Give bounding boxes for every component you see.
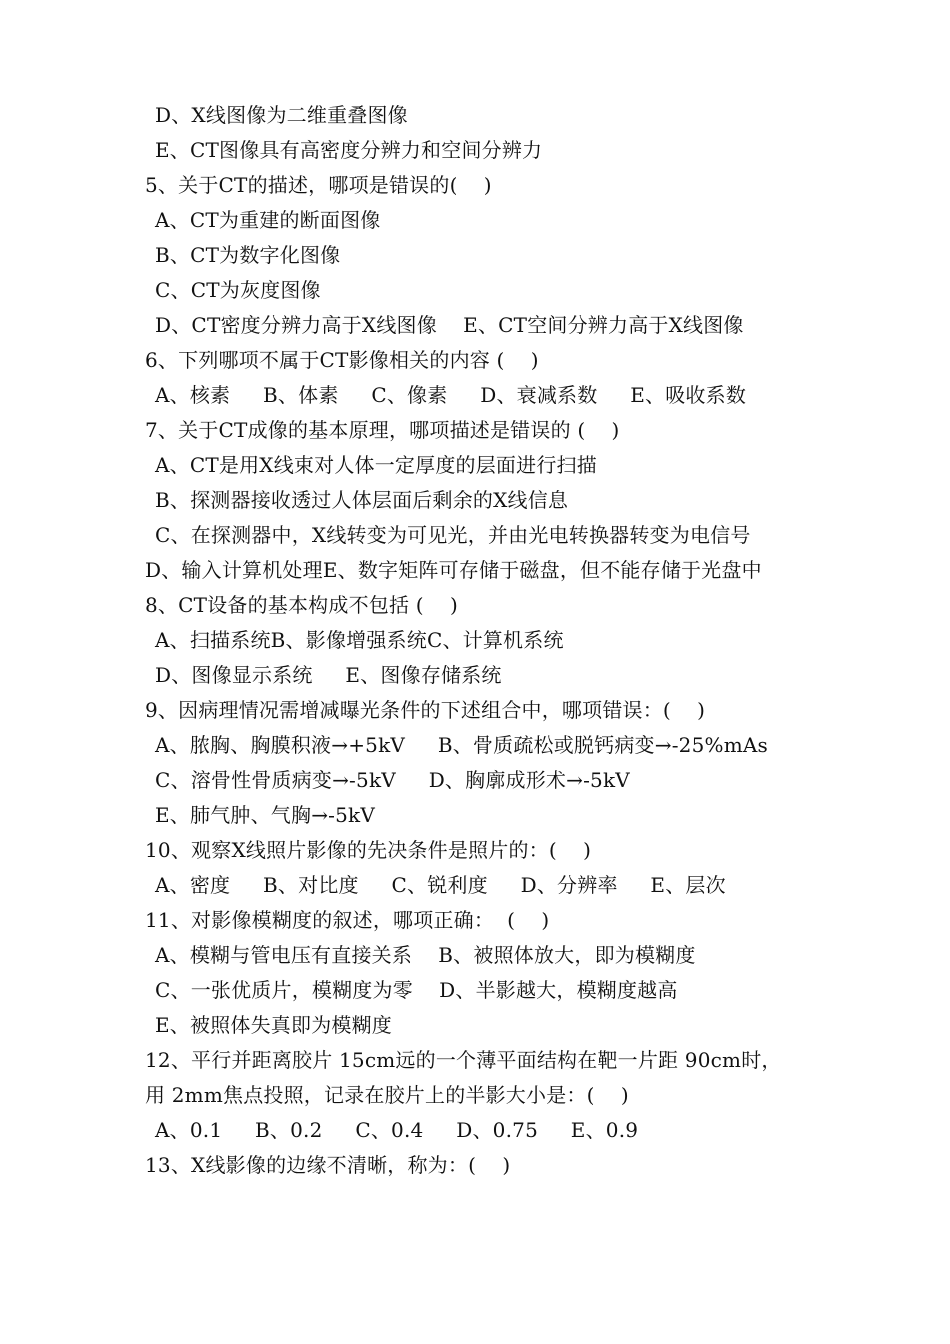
option-line: D、图像显示系统 E、图像存储系统 — [155, 663, 502, 687]
question-5: 5、关于CT的描述，哪项是错误的( ) — [145, 173, 492, 197]
option-line: A、核素 B、体素 C、像素 D、衰减系数 E、吸收系数 — [155, 383, 747, 407]
question-13: 13、X线影像的边缘不清晰，称为：( ) — [145, 1153, 511, 1177]
option-line: C、在探测器中，X线转变为可见光，并由光电转换器转变为电信号 — [155, 523, 751, 547]
option-line: B、探测器接收透过人体层面后剩余的X线信息 — [155, 488, 569, 512]
option-line: A、脓胸、胸膜积液→+5kV B、骨质疏松或脱钙病变→-25%mAs — [155, 733, 768, 757]
option-line: C、溶骨性骨质病变→-5kV D、胸廓成形术→-5kV — [155, 768, 630, 792]
option-line: A、CT是用X线束对人体一定厚度的层面进行扫描 — [155, 453, 597, 477]
option-line: A、0.1 B、0.2 C、0.4 D、0.75 E、0.9 — [155, 1118, 639, 1142]
question-12: 12、平行并距离胶片 15cm远的一个薄平面结构在靶一片距 90cm时， — [145, 1048, 782, 1072]
option-line: A、模糊与管电压有直接关系 B、被照体放大，即为模糊度 — [155, 943, 696, 967]
option-line: A、扫描系统B、影像增强系统C、计算机系统 — [155, 628, 564, 652]
question-10: 10、观察X线照片影像的先决条件是照片的：( ) — [145, 838, 592, 862]
option-line: A、密度 B、对比度 C、锐利度 D、分辨率 E、层次 — [155, 873, 726, 897]
option-line: A、CT为重建的断面图像 — [155, 208, 381, 232]
question-7: 7、关于CT成像的基本原理，哪项描述是错误的 ( ) — [145, 418, 620, 442]
option-line: D、CT密度分辨力高于X线图像 E、CT空间分辨力高于X线图像 — [155, 313, 744, 337]
option-line: C、CT为灰度图像 — [155, 278, 321, 302]
question-11: 11、对影像模糊度的叙述，哪项正确： ( ) — [145, 908, 550, 932]
question-12-cont: 用 2mm焦点投照，记录在胶片上的半影大小是：( ) — [145, 1083, 629, 1107]
question-8: 8、CT设备的基本构成不包括 ( ) — [145, 593, 458, 617]
option-line: D、输入计算机处理E、数字矩阵可存储于磁盘，但不能存储于光盘中 — [145, 558, 762, 582]
text-line: D、X线图像为二维重叠图像 — [155, 103, 408, 127]
text-line: E、CT图像具有高密度分辨力和空间分辨力 — [155, 138, 543, 162]
option-line: E、被照体失真即为模糊度 — [155, 1013, 392, 1037]
question-9: 9、因病理情况需增减曝光条件的下述组合中，哪项错误：( ) — [145, 698, 706, 722]
option-line: B、CT为数字化图像 — [155, 243, 341, 267]
option-line: C、一张优质片，模糊度为零 D、半影越大，模糊度越高 — [155, 978, 678, 1002]
option-line: E、肺气肿、气胸→-5kV — [155, 803, 376, 827]
question-6: 6、下列哪项不属于CT影像相关的内容 ( ) — [145, 348, 539, 372]
